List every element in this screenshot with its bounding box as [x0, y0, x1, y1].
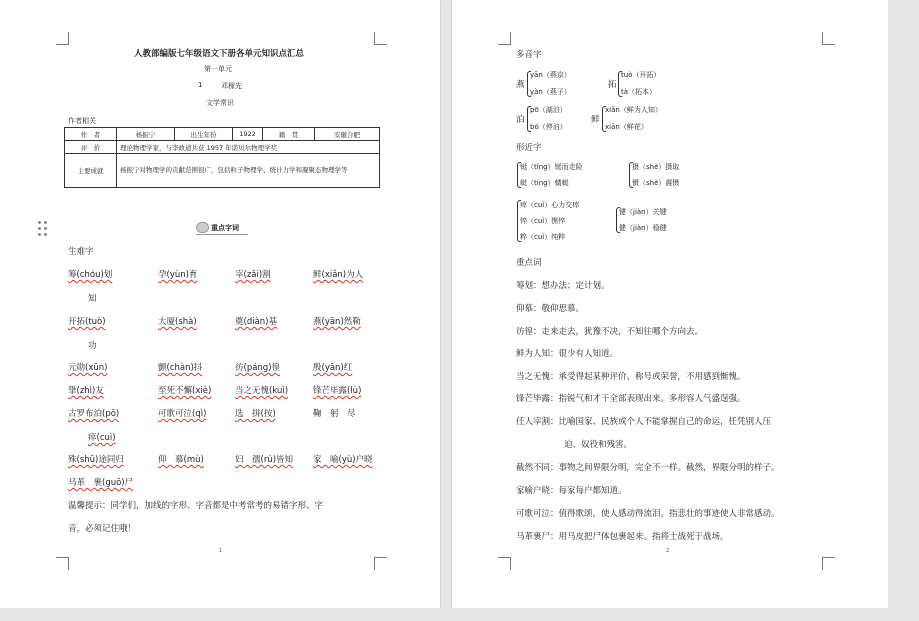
table-cell: 1922 — [233, 128, 263, 141]
vocab-item: 仰 慕(mù) — [158, 455, 204, 465]
table-cell: 作 者 — [65, 128, 117, 141]
table-cell: 评 价 — [65, 141, 117, 154]
vocab-item: 殊(shū)途同归 — [68, 455, 124, 465]
vocab-item: 妇 孺(rú)皆知 — [235, 455, 294, 465]
vocab-heading: 生难字 — [68, 247, 94, 257]
key-words-label: 重点字词 — [211, 224, 239, 232]
table-cell: 理论物理学家，与李政道共获 1957 年诺贝尔物理学奖 — [117, 141, 380, 154]
vocab-item: 马革 裹(guǒ)尸 — [68, 478, 134, 488]
vocab-item: 颤(chàn)抖 — [158, 363, 203, 373]
drag-handle[interactable] — [38, 221, 48, 237]
polyphonic-reading: tà（拓本） — [621, 88, 657, 96]
vocab-item: 殷(yān)红 — [313, 363, 353, 373]
table-cell: 主要成就 — [65, 154, 117, 188]
similar-char-item: 健（jiàn）稳健 — [619, 224, 667, 232]
keyword-definition: 截然不同：事物之间界限分明，完全不一样。截然，界限分明的样子。 — [516, 463, 780, 473]
polyphonic-char: 拓 — [608, 80, 617, 90]
similar-char-item: 铤（tǐng）铤而走险 — [520, 163, 583, 171]
literary-heading: 文学常识 — [206, 99, 234, 107]
similar-char-item: 键（jiàn）关键 — [619, 208, 667, 216]
author-info-table — [64, 127, 380, 188]
vocab-item: 奠(diàn)基 — [235, 317, 277, 327]
vocab-item: 筹(chóu)划 — [68, 270, 113, 280]
similar-char-item: 蜓（tíng）蜻蜓 — [520, 179, 569, 187]
polyphonic-reading: xiān（鲜花） — [605, 123, 648, 131]
keyword-definition: 可歌可泣：值得歌颂，使人感动得流泪。指悲壮的事迹使人非常感动。 — [516, 509, 780, 519]
lesson-number: 1 — [198, 81, 203, 89]
vocab-item: 瘁(cuì) — [88, 433, 116, 443]
polyphonic-reading: yān（燕京） — [530, 71, 571, 79]
vocab-item: 挚(zhì)友 — [68, 386, 104, 396]
keyword-definition: 彷徨：走来走去，犹豫不决，不知往哪个方向去。 — [516, 327, 704, 337]
similar-char-item: 悴（cuì）憔悴 — [520, 217, 566, 225]
crop-mark — [56, 557, 69, 570]
table-cell: 籍 贯 — [263, 128, 315, 141]
keyword-definition: 锋芒毕露：指锐气和才干全部表现出来。多形容人气盛逞强。 — [516, 394, 746, 404]
vocab-item: 元勋(xūn) — [68, 363, 108, 373]
page-number: 1 — [219, 548, 223, 554]
crop-mark — [498, 32, 511, 45]
polyphonic-char: 鲜 — [591, 115, 600, 125]
vocab-item: 锋芒毕露(lù) — [313, 386, 362, 396]
crop-mark — [374, 32, 387, 45]
vocab-item: 大厦(shà) — [158, 317, 197, 327]
vocab-item: 彷(páng)徨 — [235, 363, 281, 373]
vocab-item: 开拓(tuò) — [68, 317, 106, 327]
unit-heading: 第一单元 — [204, 65, 232, 73]
document-page-1 — [0, 0, 440, 621]
vocab-item: 鞠 躬 尽 — [313, 409, 356, 419]
crop-mark — [374, 557, 387, 570]
table-cell: 杨振宁对物理学的贡献范围很广，包括粒子物理学、统计力学和凝聚态物理学等 — [117, 154, 380, 188]
keyword-definition: 筹划：想办法；定计划。 — [516, 281, 610, 291]
crop-mark — [56, 32, 69, 45]
polyphonic-reading: bó（停泊） — [530, 123, 567, 131]
table-cell: 出生年份 — [175, 128, 233, 141]
table-cell: 安徽合肥 — [315, 128, 380, 141]
crop-mark — [498, 557, 511, 570]
vocab-item: 宰(zǎi)割 — [235, 270, 271, 280]
polyphonic-reading: xiǎn（鲜为人知） — [605, 106, 662, 114]
vocab-item: 知 — [88, 294, 97, 304]
lesson-name: 邓稼先 — [221, 82, 242, 90]
polyphonic-reading: pō（湖泊） — [530, 106, 567, 114]
vocab-item: 燕(yān)然勒 — [313, 317, 361, 327]
document-title: 人教部编版七年级语文下册各单元知识点汇总 — [134, 49, 305, 59]
vocab-item: 至死不懈(xiè) — [158, 386, 212, 396]
polyphonic-char: 燕 — [516, 80, 525, 90]
page-number: 2 — [666, 548, 670, 554]
crop-mark — [822, 32, 835, 45]
keyword-definition: 仰慕：敬仰思慕。 — [516, 304, 585, 314]
pen-icon — [196, 222, 209, 233]
study-tip: 温馨提示：同学们，加线的字形、字音都是中考常考的易错字形、字 — [68, 501, 324, 511]
vocab-item: 家 喻(yù)户晓 — [313, 455, 373, 465]
vocab-item: 鲜(xiǎn)为人 — [313, 270, 364, 280]
vocab-item: 当之无愧(kuì) — [235, 386, 289, 396]
table-cell: 杨振宁 — [117, 128, 175, 141]
keywords-heading: 重点词 — [516, 258, 542, 268]
polyphonic-reading: tuò（开拓） — [621, 71, 661, 79]
vocab-item: 选 拼(按) — [235, 409, 276, 419]
keyword-definition: 家喻户晓：每家每户都知道。 — [516, 486, 627, 496]
keyword-definition: 马革裹尸：用马皮把尸体包裹起来。指将士战死于战场。 — [516, 532, 729, 542]
polyphonic-heading: 多音字 — [516, 50, 542, 60]
polyphonic-char: 泊 — [516, 115, 525, 125]
keyword-definition: 当之无愧：承受得起某种评价、称号或荣誉，不用感到惭愧。 — [516, 372, 746, 382]
key-words-banner — [196, 221, 248, 235]
document-background — [888, 0, 919, 621]
similar-char-item: 粹（cuì）纯粹 — [520, 233, 566, 241]
crop-mark — [822, 557, 835, 570]
polyphonic-reading: yàn（燕子） — [530, 88, 571, 96]
similar-chars-heading: 形近字 — [516, 143, 542, 153]
similar-char-item: 瘁（cuì）心力交瘁 — [520, 201, 580, 209]
author-section-label: 作者相关 — [68, 117, 96, 125]
vocab-item: 可歌可泣(qì) — [158, 409, 207, 419]
vocab-item: 古罗布泊(pō) — [68, 409, 120, 419]
vocab-item: 孕(yùn)育 — [158, 270, 198, 280]
study-tip-continued: 音，必须记住哦！ — [68, 524, 137, 534]
keyword-definition-continued: 迫、奴役和残害。 — [564, 440, 633, 450]
vocab-item: 功 — [88, 341, 97, 351]
document-background — [0, 608, 919, 621]
keyword-definition: 任人宰割：比喻国家、民族或个人不能掌握自己的命运，任凭别人压 — [516, 417, 772, 427]
similar-char-item: 慑（shè）震慑 — [632, 179, 680, 187]
similar-char-item: 摄（shè）摄取 — [632, 163, 680, 171]
keyword-definition: 鲜为人知：很少有人知道。 — [516, 349, 619, 359]
document-page-2 — [452, 0, 888, 621]
